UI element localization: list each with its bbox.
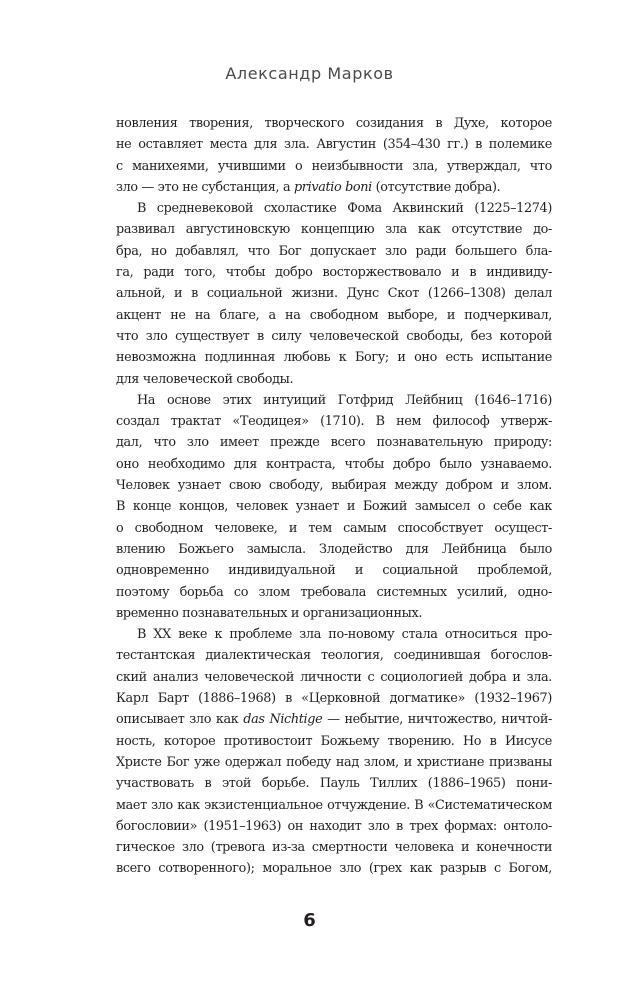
text-line: богословии» (1951–1963) он находит зло в трех формах: онтоло- (116, 818, 552, 834)
italic-phrase: privatio boni (293, 179, 372, 195)
text-line: поэтому борьба со злом требовала системных усилий, одно- (116, 584, 552, 600)
text-line: тестантская диалектическая теология, соединившая богослов- (116, 648, 552, 664)
text-line-with-italic: описывает зло как das Nichtige — небытие, ничтожество, ничтой- (116, 712, 552, 728)
text-line: создал трактат «Теодицея» (1710). В нем философ утверж- (116, 414, 552, 430)
text-line: дал, что зло имеет прежде всего познавательную природу: (116, 435, 552, 451)
text-line: что зло существует в силу человеческой свободы, без которой (116, 328, 552, 344)
text-line: Карл Барт (1886–1968) в «Церковной догматике» (1932–1967) (116, 691, 552, 707)
text-line: мает зло как экзистенциальное отчуждение. В «Систематическом (116, 797, 552, 813)
text-line: Христе Бог уже одержал победу над злом, и христиане призваны (116, 754, 552, 770)
paragraph-start-line: В средневековой схоластике Фома Аквинский (1225–1274) (137, 201, 552, 217)
text-line: развивал августиновскую концепцию зла как отсутствие до- (116, 222, 552, 238)
text-line: га, ради того, чтобы добро восторжествовало и в индивиду- (116, 265, 552, 281)
text-line: о свободном человеке, и тем самым способствует осущест- (116, 520, 552, 536)
paragraph-end-line: для человеческой свободы. (116, 371, 294, 387)
text-line: оно необходимо для контраста, чтобы добро было узнаваемо. (116, 456, 552, 472)
text-line: невозможна подлинная любовь к Богу; и оно есть испытание (116, 350, 552, 366)
text-line: ность, которое противостоит Божьему творению. Но в Иисусе (116, 733, 552, 749)
text-line: одновременно индивидуальной и социальной проблемой, (116, 563, 552, 579)
text-line: влению Божьего замысла. Злодейство для Лейбница было (116, 541, 552, 557)
text-line: гическое зло (тревога из-за смертности человека и конечности (116, 840, 552, 856)
paragraph-start-line: В XX веке к проблеме зла по-новому стала относиться про- (137, 627, 552, 643)
text-line: акцент не на благе, а на свободном выборе, и подчеркивал, (116, 307, 552, 323)
text-line: бра, но добавлял, что Бог допускает зло ради большего бла- (116, 243, 552, 259)
running-head-author: Александр Марков (225, 64, 394, 83)
text-line: всего сотворенного); моральное зло (грех как разрыв с Богом, (116, 861, 552, 877)
text-line: участвовать в этой борьбе. Пауль Тиллих (1886–1965) пони- (116, 776, 552, 792)
text-line-with-italic: зло — это не субстанция, а privatio boni (отсутствие добра). (116, 179, 501, 195)
text-line: Человек узнает свою свободу, выбирая между добром и злом. (116, 478, 552, 494)
text-line: не оставляет места для зла. Августин (354–430 гг.) в полемике (116, 137, 552, 153)
paragraph-end-line: временно познавательных и организационных. (116, 605, 423, 621)
text-line: с манихеями, учившими о неизбывности зла, утверждал, что (116, 158, 552, 174)
paragraph-start-line: На основе этих интуиций Готфрид Лейбниц (1646–1716) (137, 392, 552, 408)
page-number: 6 (303, 910, 316, 931)
italic-phrase: das Nichtige (243, 712, 323, 728)
text-line: ский анализ человеческой личности с социологией добра и зла. (116, 669, 552, 685)
body-text (116, 113, 552, 880)
text-line: альной, и в социальной жизни. Дунс Скот (1266–1308) делал (116, 286, 552, 302)
text-line: В конце концов, человек узнает и Божий замысел о себе как (116, 499, 552, 515)
text-line: новления творения, творческого созидания в Духе, которое (116, 116, 552, 131)
